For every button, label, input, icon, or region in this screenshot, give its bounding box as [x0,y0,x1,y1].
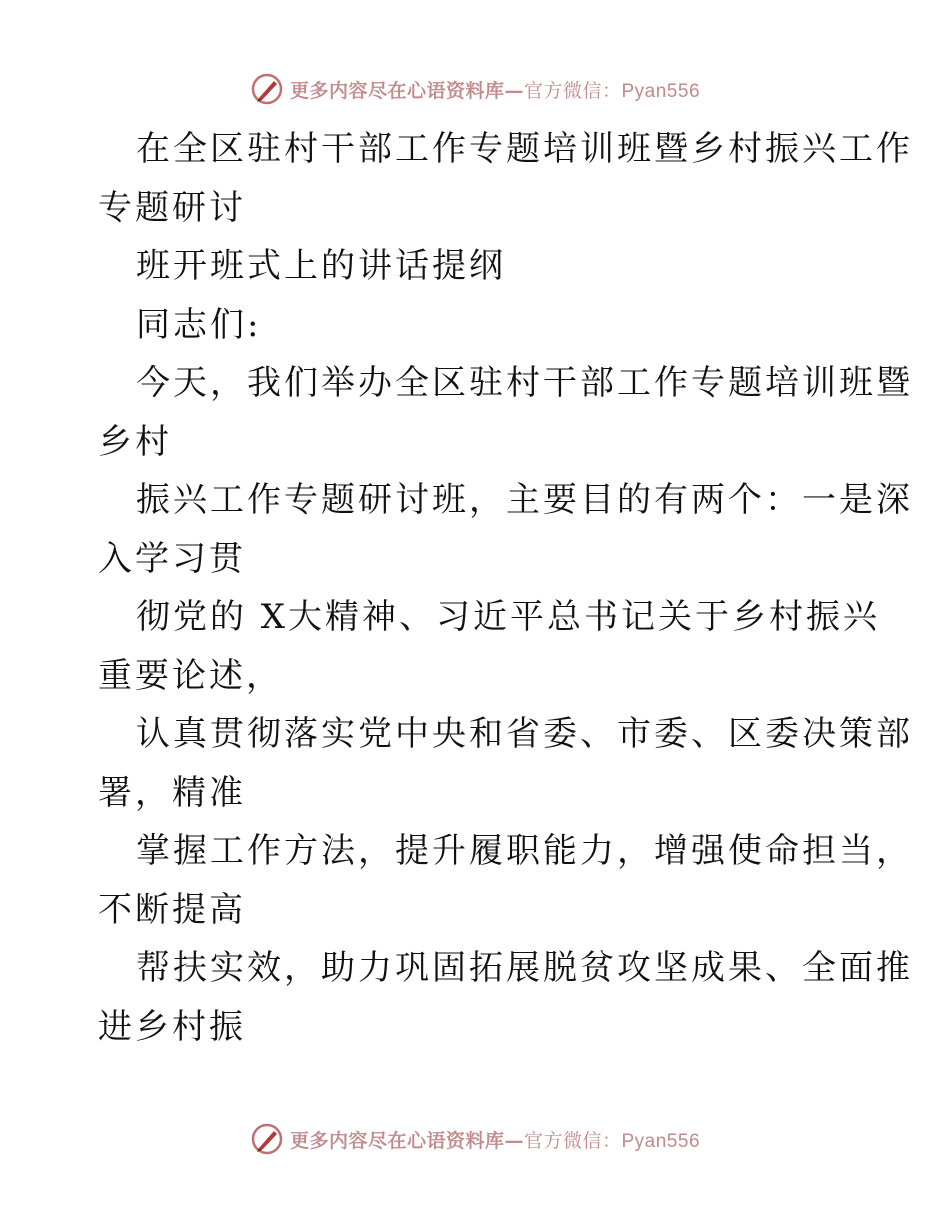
title-line-3: 班开班式上的讲话提纲 [136,246,506,286]
paragraph-line: 掌握工作方法，提升履职能力，增强使命担当， [136,831,913,871]
paragraph-line: 今天，我们举办全区驻村干部工作专题培训班暨 [136,363,913,403]
footer-watermark [0,1122,950,1156]
document-body [98,120,913,1056]
salutation: 同志们: [136,304,262,345]
paragraph-line: 进乡村振 [98,1006,246,1047]
paragraph-line: 入学习贯 [98,538,246,579]
quill-pen-logo-icon [250,72,284,106]
title-line-1: 在全区驻村干部工作专题培训班暨乡村振兴工作 [136,129,913,169]
watermark-text: 更多内容尽在心语资料库—官方微信：Pyan556 [289,1129,701,1152]
paragraph-line: 重要论述， [98,655,283,696]
paragraph-line: 帮扶实效，助力巩固拓展脱贫攻坚成果、全面推 [136,948,913,988]
paragraph-line: 振兴工作专题研讨班，主要目的有两个：一是深 [136,480,913,520]
quill-pen-logo-icon [250,1122,284,1156]
paragraph-line: 认真贯彻落实党中央和省委、市委、区委决策部 [136,714,913,754]
paragraph-line: 彻党的 X大精神、习近平总书记关于乡村振兴 [136,597,881,637]
paragraph-line: 不断提高 [98,889,246,930]
paragraph-line: 乡村 [98,421,172,462]
header-watermark [0,72,950,106]
title-line-2: 专题研讨 [98,187,246,228]
paragraph-line: 署，精准 [98,772,246,813]
watermark-text: 更多内容尽在心语资料库—官方微信：Pyan556 [289,79,701,102]
